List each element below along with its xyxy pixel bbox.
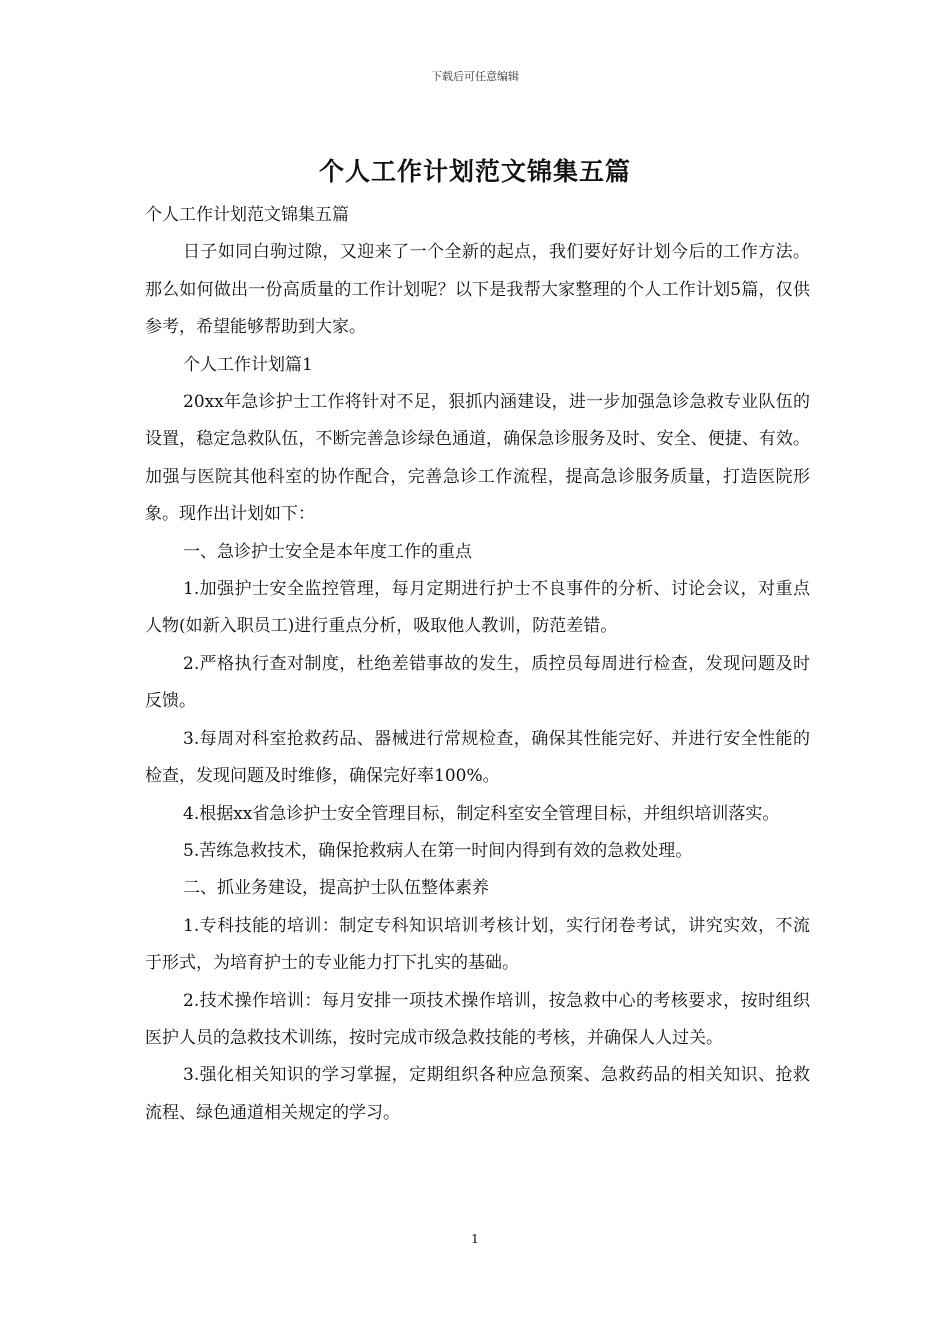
document-body [145, 197, 810, 1132]
paragraph: 3.强化相关知识的学习掌握，定期组织各种应急预案、急救药品的相关知识、抢救流程、绿色通道相关规定的学习。 [145, 1065, 810, 1123]
document-subtitle: 个人工作计划范文锦集五篇 [145, 205, 349, 225]
paragraph: 二、抓业务建设，提高护士队伍整体素养 [183, 878, 489, 899]
paragraph: 1.专科技能的培训：制定专科知识培训考核计划，实行闭卷考试，讲究实效，不流于形式，为培育护士的专业能力打下扎实的基础。 [145, 915, 810, 974]
paragraph: 5.苦练急救技术，确保抢救病人在第一时间内得到有效的急救处理。 [183, 840, 693, 861]
header-note: 下载后可任意编辑 [431, 70, 519, 83]
paragraph: 20xx年急诊护士工作将针对不足，狠抓内涵建设，进一步加强急诊急救专业队伍的设置，稳定急救队伍，不断完善急诊绿色通道，确保急诊服务及时、安全、便捷、有效。加强与医院其他科室的协作配合，完善急诊工作流程，提高急诊服务质量，打造医院形象。现作出计划如下： [145, 392, 810, 525]
paragraph: 2.严格执行查对制度，杜绝差错事故的发生，质控员每周进行检查，发现问题及时反馈。 [145, 653, 810, 712]
paragraph: 3.每周对科室抢救药品、器械进行常规检查，确保其性能完好、并进行安全性能的检查，发现问题及时维修，确保完好率100%。 [145, 728, 810, 787]
paragraph: 个人工作计划篇1 [183, 354, 313, 375]
document-title: 个人工作计划范文锦集五篇 [318, 157, 631, 186]
page-number: 1 [471, 1232, 479, 1246]
paragraph: 4.根据xx省急诊护士安全管理目标，制定科室安全管理目标，并组织培训落实。 [183, 803, 780, 824]
paragraph: 日子如同白驹过隙，又迎来了一个全新的起点，我们要好好计划今后的工作方法。那么如何做出一份高质量的工作计划呢？以下是我帮大家整理的个人工作计划5篇，仅供参考，希望能够帮助到大家。 [145, 242, 810, 338]
paragraph: 1.加强护士安全监控管理，每月定期进行护士不良事件的分析、讨论会议，对重点人物(如新入职员工)进行重点分析，吸取他人教训，防范差错。 [145, 579, 810, 637]
paragraph: 一、急诊护士安全是本年度工作的重点 [183, 541, 472, 562]
paragraph: 2.技术操作培训：每月安排一项技术操作培训，按急救中心的考核要求，按时组织医护人员的急救技术训练，按时完成市级急救技能的考核，并确保人人过关。 [145, 990, 810, 1048]
